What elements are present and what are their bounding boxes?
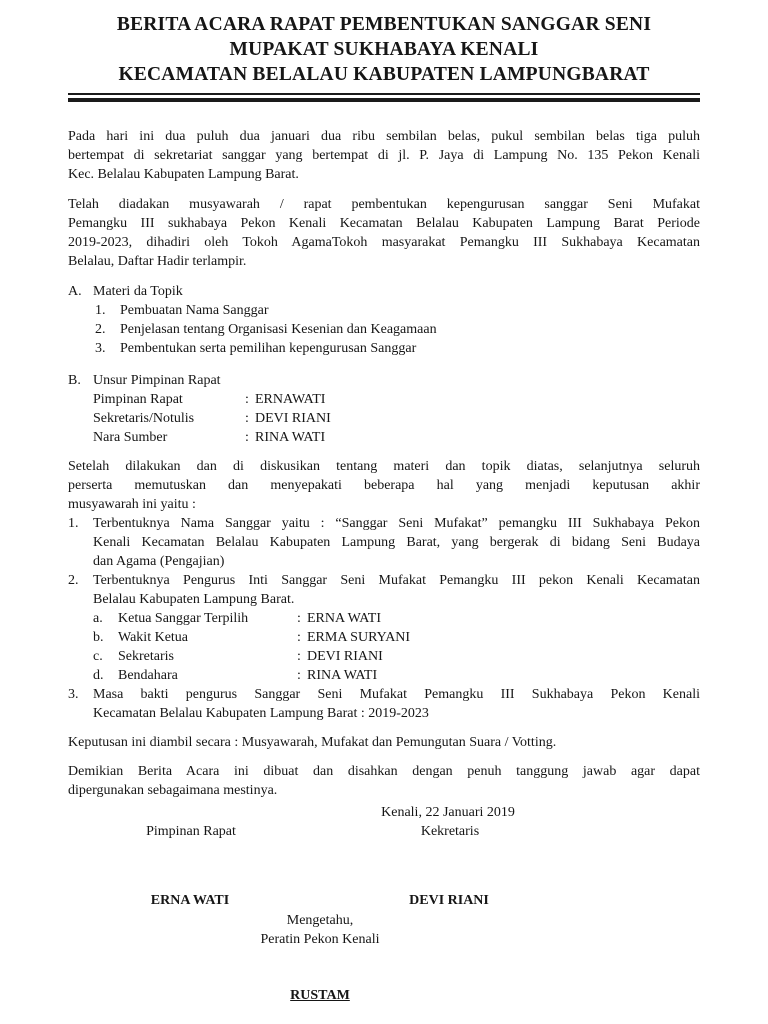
officer-row xyxy=(93,609,700,628)
role-label: Nara Sumber xyxy=(93,430,168,445)
decision-text xyxy=(93,685,700,723)
paragraph-line: bertempat di sekretariat sanggar yang bertempat di jl. P. Jaya di Lampung No. 135 Pekon Kenali xyxy=(68,148,700,163)
officer-name: ERMA SURYANI xyxy=(307,630,411,645)
closing-paragraph xyxy=(68,762,700,800)
role-name: DEVI RIANI xyxy=(255,411,331,426)
decision-text xyxy=(93,571,700,685)
section-b xyxy=(68,371,700,447)
acknowledgement-name: RUSTAM xyxy=(290,988,350,1003)
officer-name: ERNA WATI xyxy=(307,611,382,626)
paragraph-line: Pemangku III sukhabaya Pekon Kenali Kecamatan Belalau Kabupaten Lampung Barat Periode xyxy=(68,216,700,231)
paragraph-line: perserta memutuskan dan menyepakati beberapa hal yang menjadi keputusan akhir xyxy=(68,478,700,493)
acknowledgement-label: Mengetahu, xyxy=(286,913,354,928)
list-item xyxy=(95,339,700,358)
officer-row xyxy=(93,666,700,685)
section-a-heading-text: Materi da Topik xyxy=(93,284,183,299)
paragraph-line: musyawarah ini yaitu : xyxy=(68,497,196,512)
paragraph-line: Pada hari ini dua puluh dua januari dua ribu sembilan belas, pukul sembilan belas tiga puluh xyxy=(68,129,700,144)
list-item-text: Pembentukan serta pemilihan kepengurusan Sanggar xyxy=(120,341,417,356)
officer-separator: : xyxy=(297,630,301,645)
role-row xyxy=(93,428,700,447)
role-label: Sekretaris/Notulis xyxy=(93,411,195,426)
officer-name: RINA WATI xyxy=(307,668,378,683)
decision-item xyxy=(68,514,700,571)
paragraph-line: dan Agama (Pengajian) xyxy=(93,554,225,569)
section-a-heading xyxy=(68,282,700,301)
decision-number: 2. xyxy=(68,573,79,588)
paragraph-line: dipergunakan sebagaimana mestinya. xyxy=(68,783,278,798)
decision-method-line: Keputusan ini diambil secara : Musyawarah, Mufakat dan Pemungutan Suara / Votting. xyxy=(68,735,557,750)
officer-role: Wakit Ketua xyxy=(118,630,189,645)
role-row xyxy=(93,390,700,409)
paragraph-line: Setelah dilakukan dan di diskusikan tentang materi dan topik diatas, selanjutnya seluruh xyxy=(68,459,700,474)
paragraph-line: Kecamatan Belalau Kabupaten Lampung Barat : 2019-2023 xyxy=(93,706,429,721)
officer-row xyxy=(93,628,700,647)
list-item-number: 1. xyxy=(95,303,106,318)
officer-letter: d. xyxy=(93,668,104,683)
role-row xyxy=(93,409,700,428)
officer-role: Sekretaris xyxy=(118,649,174,664)
decision-item xyxy=(68,685,700,723)
section-b-heading xyxy=(68,371,700,390)
decisions-list xyxy=(68,514,700,723)
paragraph-line: Kec. Belalau Kabupaten Lampung Barat. xyxy=(68,167,299,182)
paragraph-line: Telah diadakan musyawarah / rapat pembentukan kepengurusan sanggar Seni Mufakat xyxy=(68,197,700,212)
signature-left-role: Pimpinan Rapat xyxy=(146,824,236,839)
list-item-number: 2. xyxy=(95,322,106,337)
paragraph-line: Terbentuknya Nama Sanggar yaitu : “Sanggar Seni Mufakat” pemangku III Sukhabaya Pekon xyxy=(93,516,700,531)
officer-role: Bendahara xyxy=(118,668,178,683)
list-item-text: Pembuatan Nama Sanggar xyxy=(120,303,269,318)
paragraph-line: Kenali Kecamatan Belalau Kabupaten Lampung Barat, yang bergerak di bidang Seni Budaya xyxy=(93,535,700,550)
section-b-heading-text: Unsur Pimpinan Rapat xyxy=(93,373,221,388)
paragraph-line: Belalau Kabupaten Lampung Barat. xyxy=(93,592,295,607)
paragraph-line: Demikian Berita Acara ini dibuat dan disahkan dengan penuh tanggung jawab agar dapat xyxy=(68,764,700,779)
section-a xyxy=(68,282,700,358)
officer-role: Ketua Sanggar Terpilih xyxy=(118,611,249,626)
title-line-1: BERITA ACARA RAPAT PEMBENTUKAN SANGGAR SENI xyxy=(116,14,652,35)
decision-number: 3. xyxy=(68,687,79,702)
title-double-rule xyxy=(68,93,700,102)
decision-intro-paragraph xyxy=(68,457,700,514)
paragraph-line: Belalau, Daftar Hadir terlampir. xyxy=(68,254,247,269)
signature-right-role: Kekretaris xyxy=(420,824,480,839)
section-b-rows xyxy=(93,390,700,447)
role-name: RINA WATI xyxy=(255,430,326,445)
officer-letter: c. xyxy=(93,649,103,664)
paragraph-line: Terbentuknya Pengurus Inti Sanggar Seni Mufakat Pemangku III pekon Kenali Kecamatan xyxy=(93,573,700,588)
decision-text xyxy=(93,514,700,571)
title-line-3: KECAMATAN BELALAU KABUPATEN LAMPUNGBARAT xyxy=(118,64,650,85)
role-separator: : xyxy=(245,392,249,407)
section-b-label: B. xyxy=(68,373,81,388)
officer-separator: : xyxy=(297,668,301,683)
role-separator: : xyxy=(245,411,249,426)
list-item-text: Penjelasan tentang Organisasi Kesenian dan Keagamaan xyxy=(120,322,437,337)
title-line-2: MUPAKAT SUKHABAYA KENALI xyxy=(229,39,539,60)
decision-number: 1. xyxy=(68,516,79,531)
officer-separator: : xyxy=(297,611,301,626)
role-separator: : xyxy=(245,430,249,445)
signature-left-name: ERNA WATI xyxy=(150,893,230,908)
officer-row xyxy=(93,647,700,666)
decision-item xyxy=(68,571,700,685)
list-item xyxy=(95,301,700,320)
document-title xyxy=(68,12,700,102)
paragraph-line: 2019-2023, dihadiri oleh Tokoh AgamaTokoh masyarakat Pemangku III Sukhabaya Kecamatan xyxy=(68,235,700,250)
paragraph-line: Masa bakti pengurus Sanggar Seni Mufakat Pemangku III Sukhabaya Pekon Kenali xyxy=(93,687,700,702)
second-paragraph xyxy=(68,195,700,271)
signature-block xyxy=(0,800,768,1024)
section-a-label: A. xyxy=(68,284,82,299)
officer-name: DEVI RIANI xyxy=(307,649,383,664)
officer-letter: b. xyxy=(93,630,104,645)
signature-place-date: Kenali, 22 Januari 2019 xyxy=(381,805,515,820)
officer-separator: : xyxy=(297,649,301,664)
role-name: ERNAWATI xyxy=(255,392,326,407)
list-item-number: 3. xyxy=(95,341,106,356)
list-item xyxy=(95,320,700,339)
section-a-items xyxy=(95,301,700,358)
signature-right-name: DEVI RIANI xyxy=(409,893,489,908)
acknowledgement-role: Peratin Pekon Kenali xyxy=(260,932,380,947)
opening-paragraph xyxy=(68,127,700,184)
officer-letter: a. xyxy=(93,611,103,626)
role-label: Pimpinan Rapat xyxy=(93,392,183,407)
